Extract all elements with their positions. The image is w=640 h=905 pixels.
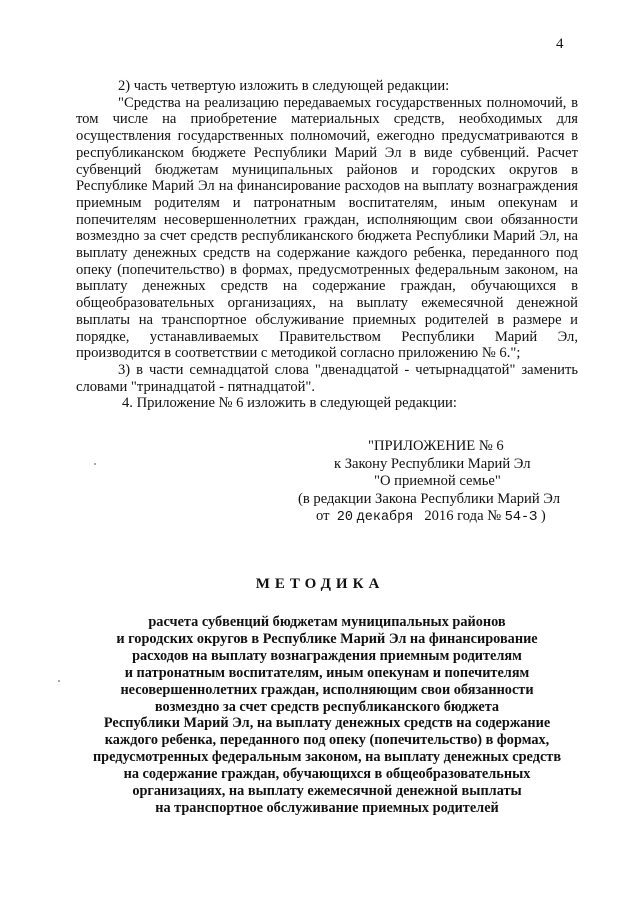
method-subtitle-line: каждого ребенка, переданного под опеку (попечительство) в формах, [104, 732, 550, 749]
method-subtitle-line: на транспортное обслуживание приемных родителей [155, 799, 499, 816]
appendix-date-line [290, 508, 590, 527]
page-number: 4 [556, 36, 564, 52]
method-subtitle-line: Республики Марий Эл, на выплату денежных средств на содержание [103, 715, 551, 732]
appendix-title: "ПРИЛОЖЕНИЕ № 6 [368, 438, 504, 454]
date-prefix: от [316, 508, 330, 524]
paragraph-item-3: 3) в части семнадцатой слова "двенадцатой - четырнадцатой" заменить словами "тринадцатой - пятнадцатой". [76, 361, 578, 395]
law-number: 54-З [504, 510, 538, 525]
date-day: 20 [336, 510, 353, 525]
method-subtitle-line: и патронатным воспитателям, иным опекунам и попечителям [124, 664, 530, 681]
method-title: МЕТОДИКА [255, 576, 385, 592]
appendix-edition: (в редакции Закона Республики Марий Эл [298, 490, 561, 507]
paragraph-quoted-text: "Средства на реализацию передаваемых государственных полномочий, в том числе на приобретение материальных средств, необходимых для осуществления государственных полномочий, ежегодно предусматриваются в республиканском бюджете Республики Марий Эл в виде субвенций. Расчет субвенций бюджетам муниципальных районов и городских округов в Республике Марий Эл на финансирование расходов на выплату вознаграждения приемным родителям и патронатным воспитателям, иным опекунам и попечителям несовершеннолетних граждан, исполняющим свои обязанности возмездно за счет средств республиканского бюджета Республики Марий Эл, на выплату денежных средств на содержание каждого ребенка, переданного под опеку (попечительство) в формах, предусмотренных федеральным законом, на выплату денежных средств на содержание граждан, обучающихся в общеобразовательных организациях, на выплату ежемесячной денежной выплаты на транспортное обслуживание приемных родителей в размере и порядке, устанавливаемых Правительством Республики Марий Эл, производится в соответствии с методикой согласно приложению № 6."; [76, 94, 578, 362]
date-suffix: ) [540, 508, 546, 524]
method-subtitle-line: расчета субвенций бюджетам муниципальных районов [148, 614, 506, 630]
method-subtitle-line: организациях, на выплату ежемесячной денежной выплаты [132, 783, 522, 800]
method-subtitle-line: на содержание граждан, обучающихся в общеобразовательных [123, 766, 531, 783]
method-subtitle [76, 614, 578, 817]
scan-speck [94, 463, 96, 465]
date-year: 2016 года № [424, 508, 502, 524]
method-subtitle-line: возмездно за счет средств республиканского бюджета [154, 698, 500, 715]
body-text [76, 78, 578, 412]
paragraph-item-2: 2) часть четвертую изложить в следующей редакции: [118, 78, 450, 94]
method-subtitle-line: несовершеннолетних граждан, исполняющим свои обязанности [120, 681, 534, 698]
method-subtitle-line: расходов на выплату вознаграждения приемным родителям [132, 647, 522, 664]
method-subtitle-line: предусмотренных федеральным законом, на выплату денежных средств [92, 749, 562, 766]
appendix-law-ref: к Закону Республики Марий Эл [334, 455, 531, 472]
method-subtitle-line: и городских округов в Республике Марий Эл на финансирование [116, 630, 538, 647]
scan-speck [58, 680, 60, 682]
paragraph-item-4: 4. Приложение № 6 изложить в следующей редакции: [122, 395, 457, 412]
appendix-law-name: "О приемной семье" [374, 473, 501, 489]
appendix-header [290, 438, 590, 527]
date-month: декабря [356, 510, 414, 525]
